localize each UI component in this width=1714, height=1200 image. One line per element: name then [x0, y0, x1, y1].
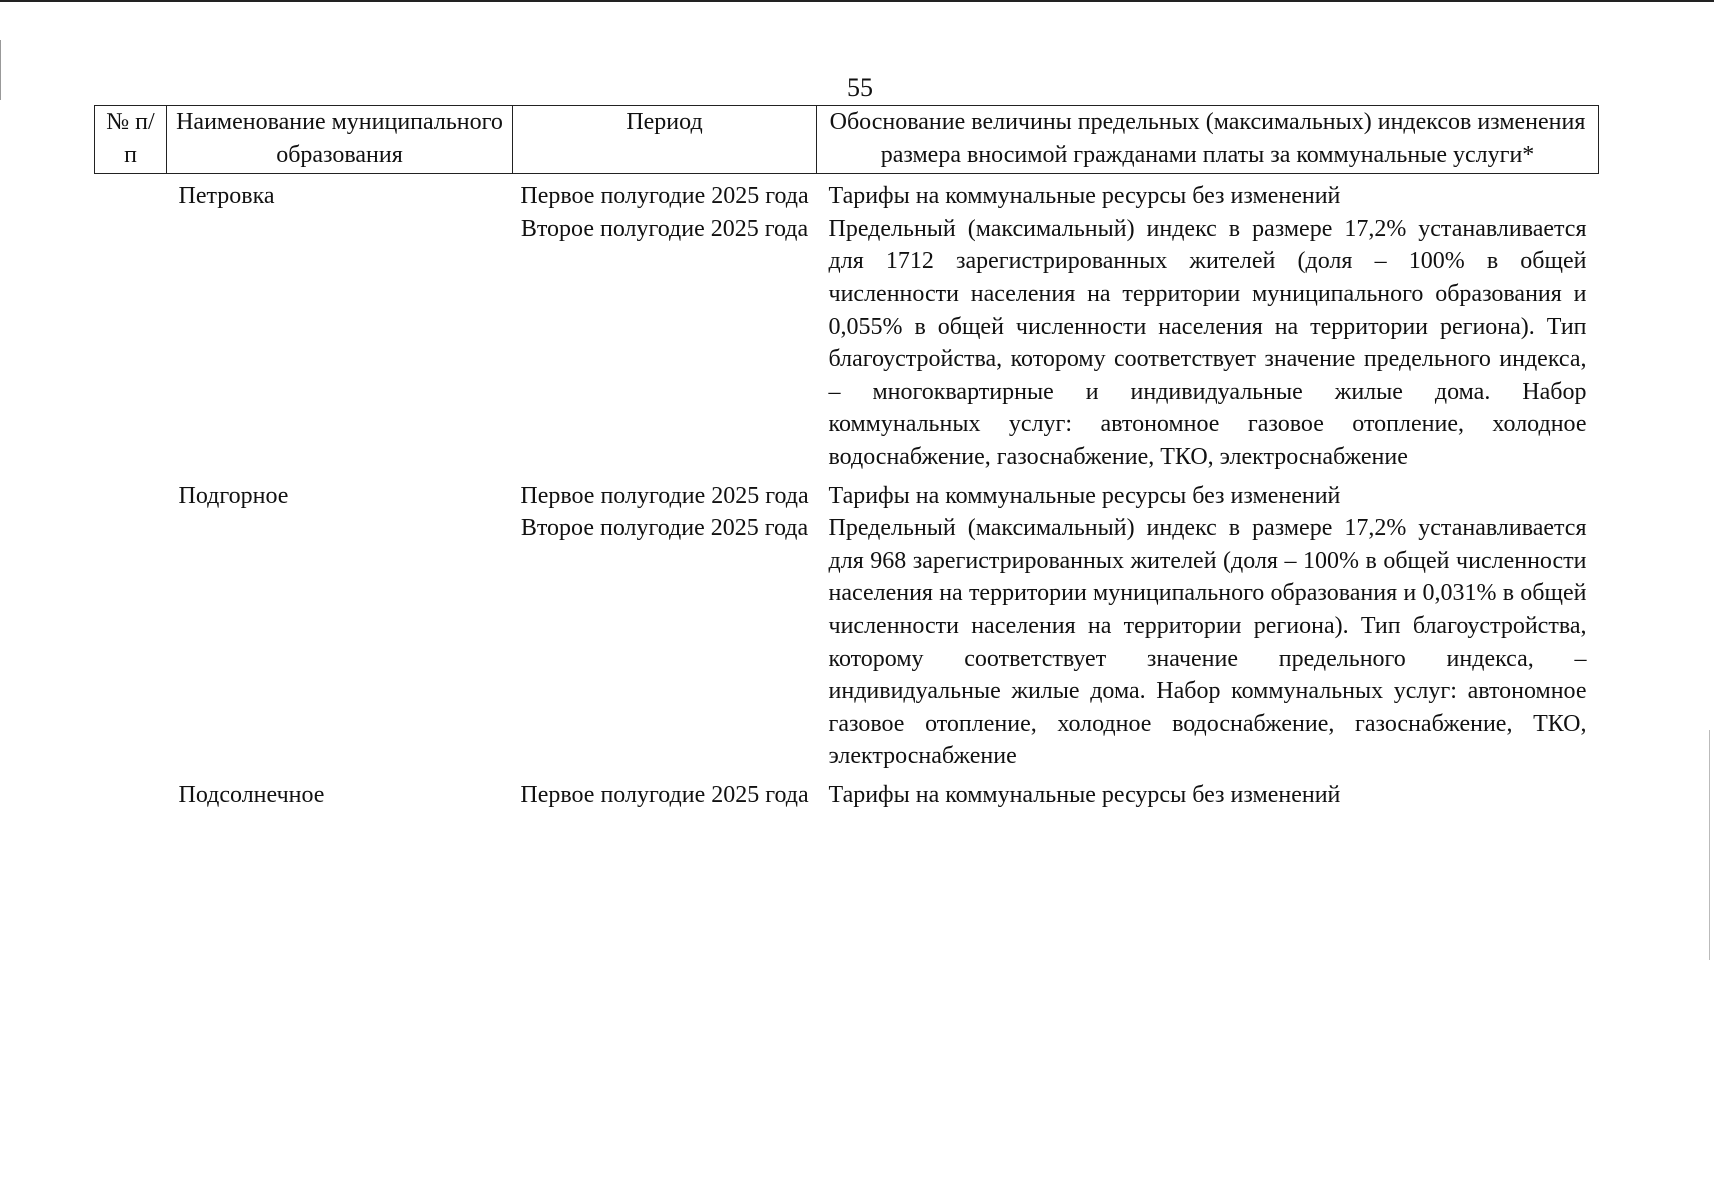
scan-edge-mark — [0, 40, 1, 100]
page-top-border — [0, 0, 1714, 2]
tariff-index-table — [94, 105, 1599, 811]
scan-edge-mark — [1709, 730, 1710, 960]
municipality-name: Подсолнечное — [178, 781, 325, 808]
header-municipality: Наименование муниципального образования — [167, 106, 513, 174]
header-justification: Обоснование величины предельных (максимальных) индексов изменения размера вносимой гражданами платы за коммунальные услуги* — [817, 106, 1599, 174]
justification-text: Предельный (максимальный) индекс в размере 17,2% устанавливается для 1712 зарегистрированных жителей (доля – 100% в общей численности населения на территории муниципального образования и 0,055% в общей численности населения на территории региона). Тип благоустройства, которому соответствует значение предельного индекса, – многоквартирные и индивидуальные жилые дома. Набор коммунальных услуг: автономное газовое отопление, холодное водоснабжение, газоснабжение, ТКО, электроснабжение — [828, 215, 1587, 470]
table-row — [95, 474, 1599, 513]
header-period: Период — [513, 106, 817, 174]
period-label: Второе полугодие 2025 года — [520, 215, 809, 242]
justification-text: Тарифы на коммунальные ресурсы без изменений — [828, 482, 1341, 509]
justification-text: Тарифы на коммунальные ресурсы без изменений — [828, 781, 1341, 808]
justification-text: Тарифы на коммунальные ресурсы без изменений — [828, 183, 1341, 210]
page-number: 55 — [847, 73, 873, 102]
period-label: Второе полугодие 2025 года — [520, 515, 809, 542]
municipality-name: Петровка — [178, 183, 275, 210]
municipality-name: Подгорное — [178, 482, 289, 509]
table-row — [95, 773, 1599, 812]
table-row — [95, 174, 1599, 213]
justification-text: Предельный (максимальный) индекс в размере 17,2% устанавливается для 968 зарегистрированных жителей (доля – 100% в общей численности населения на территории муниципального образования и 0,031% в общей численности населения на территории региона). Тип благоустройства, которому соответствует значение предельного индекса, – индивидуальные жилые дома. Набор коммунальных услуг: автономное газовое отопление, холодное водоснабжение, газоснабжение, ТКО, электроснабжение — [828, 515, 1587, 770]
table-row — [95, 213, 1599, 474]
period-label: Первое полугодие 2025 года — [520, 482, 809, 509]
table-header-row — [95, 106, 1599, 174]
header-number: № п/п — [95, 106, 167, 174]
period-label: Первое полугодие 2025 года — [520, 183, 809, 210]
period-label: Первое полугодие 2025 года — [520, 781, 809, 808]
table-row — [95, 512, 1599, 773]
